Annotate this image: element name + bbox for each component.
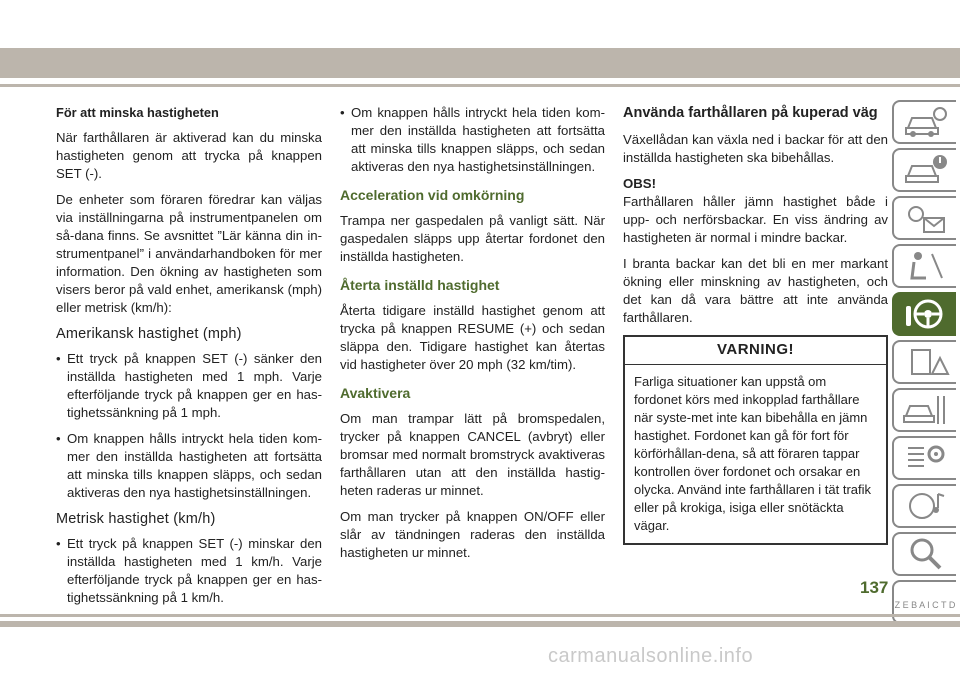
car-info-icon[interactable]	[892, 100, 956, 144]
list-item: • Om knappen hålls intryckt hela tiden kom-mer den inställda hastigheten att fortsätta att minska tills knappen släpps, och sedan aktiveras den nya hastighetsinställningen.	[340, 105, 605, 174]
subheading-mph: Amerikansk hastighet (mph)	[56, 326, 242, 342]
search-icon[interactable]	[892, 532, 956, 576]
subheading-kmh: Metrisk hastighet (km/h)	[56, 511, 216, 527]
paragraph: När farthållaren är aktiverad kan du minska hastigheten genom att trycka på knappen SET (-).	[56, 130, 322, 181]
paragraph: Trampa ner gaspedalen på vanligt sätt. När gaspedalen släpps upp återtar fordonet den inställda hastigheten.	[340, 213, 605, 264]
watermark: carmanualsonline.info	[548, 645, 754, 667]
bottom-rule	[0, 614, 960, 617]
heading-deactivate: Avaktivera	[340, 385, 411, 401]
paragraph: Om man trycker på knappen ON/OFF eller slår av tändningen raderas den inställda hastigheten ur minnet.	[340, 509, 605, 560]
heading-acceleration: Acceleration vid omkörning	[340, 187, 525, 203]
seat-airbag-icon[interactable]	[892, 244, 956, 288]
paragraph: Farthållaren håller jämn hastighet både i upp- och nerförsbackar. En viss ändring av hastigheten är normal i mindre backar.	[623, 194, 888, 245]
heading-reduce-speed: För att minska hastigheten	[56, 105, 219, 120]
lights-messages-icon[interactable]	[892, 196, 956, 240]
column-1	[56, 104, 322, 615]
warning-box	[623, 335, 888, 545]
car-warning-icon[interactable]	[892, 148, 956, 192]
warning-title: VARNING!	[625, 337, 886, 365]
top-rule	[0, 84, 960, 87]
paragraph: I branta backar kan det bli en mer markant ökning eller minskning av hastigheten, och det kan då vara bättre att inte använda farthållaren.	[623, 256, 888, 325]
column-2	[340, 104, 605, 570]
column-3	[623, 104, 888, 545]
paragraph: Växellådan kan växla ned i backar för att den inställda hastigheten ska bibehållas.	[623, 132, 888, 165]
music-location-icon[interactable]	[892, 484, 956, 528]
paragraph: Återta tidigare inställd hastighet genom att trycka på knappen RESUME (+) och sedan släppa den. Tidigare hastighet kan återtas vid hastigheter över 20 mph (32 km/tim).	[340, 303, 605, 372]
heading-resume: Återta inställd hastighet	[340, 277, 500, 293]
note-label: OBS!	[623, 176, 656, 191]
steering-wheel-icon[interactable]	[892, 292, 956, 336]
car-tools-icon[interactable]	[892, 388, 956, 432]
list-item: • Ett tryck på knappen SET (-) sänker den inställda hastigheten med 1 mph. Varje efterföljande tryck på knappen ger en has-tighetssänkning på 1 mph.	[56, 351, 322, 420]
top-band	[0, 48, 960, 78]
paragraph: Om man trampar lätt på bromspedalen, trycker på knappen CANCEL (avbryt) eller bromsar med normalt bromstryck avaktiveras farthållaren utan att den inställda hastig-heten raderas ur minnet.	[340, 411, 605, 498]
list-item: • Ett tryck på knappen SET (-) minskar den inställda hastigheten med 1 km/h. Varje efterföljande tryck på knappen ger en has-tighetssänkning på 1 km/h.	[56, 536, 322, 605]
alphabet-index-icon[interactable]	[892, 580, 956, 624]
settings-list-icon[interactable]	[892, 436, 956, 480]
heading-hilly-road: Använda farthållaren på kuperad väg	[623, 105, 878, 121]
bottom-band	[0, 621, 960, 627]
warning-text: Farliga situationer kan uppstå om fordonet körs med inkopplad farthållare när syste-met inte kan bibehålla en jämn hastighet. Fordonet kan gå för fort för körförhållan-dena, så att föraren tappar kontrollen över fordonet och orsakar en olycka. Använd inte farthållaren i tät trafik eller på krokiga, isiga eller snötäckta vägar.	[634, 374, 872, 533]
warning-triangle-icon[interactable]	[892, 340, 956, 384]
chapter-tabs	[892, 100, 960, 628]
page-number: 137	[860, 578, 889, 597]
svg-text:Z E B A I C T D: Z E B A I C T D	[894, 600, 956, 610]
paragraph: De enheter som föraren föredrar kan väljas via inställningarna på instrumentpanelen om så-dana finns. Se avsnittet ”Lär känna din in-strumentpanel” i användarhandboken för mer information. Den ökning av hastigheten som visers beror på vald enhet, amerikansk (mph) eller metrisk (km/h):	[56, 192, 322, 315]
list-item: • Om knappen hålls intryckt hela tiden kom-mer den inställda hastigheten att fortsätta att minska tills knappen släpps, och sedan aktiveras den nya hastighetsinställningen.	[56, 431, 322, 500]
